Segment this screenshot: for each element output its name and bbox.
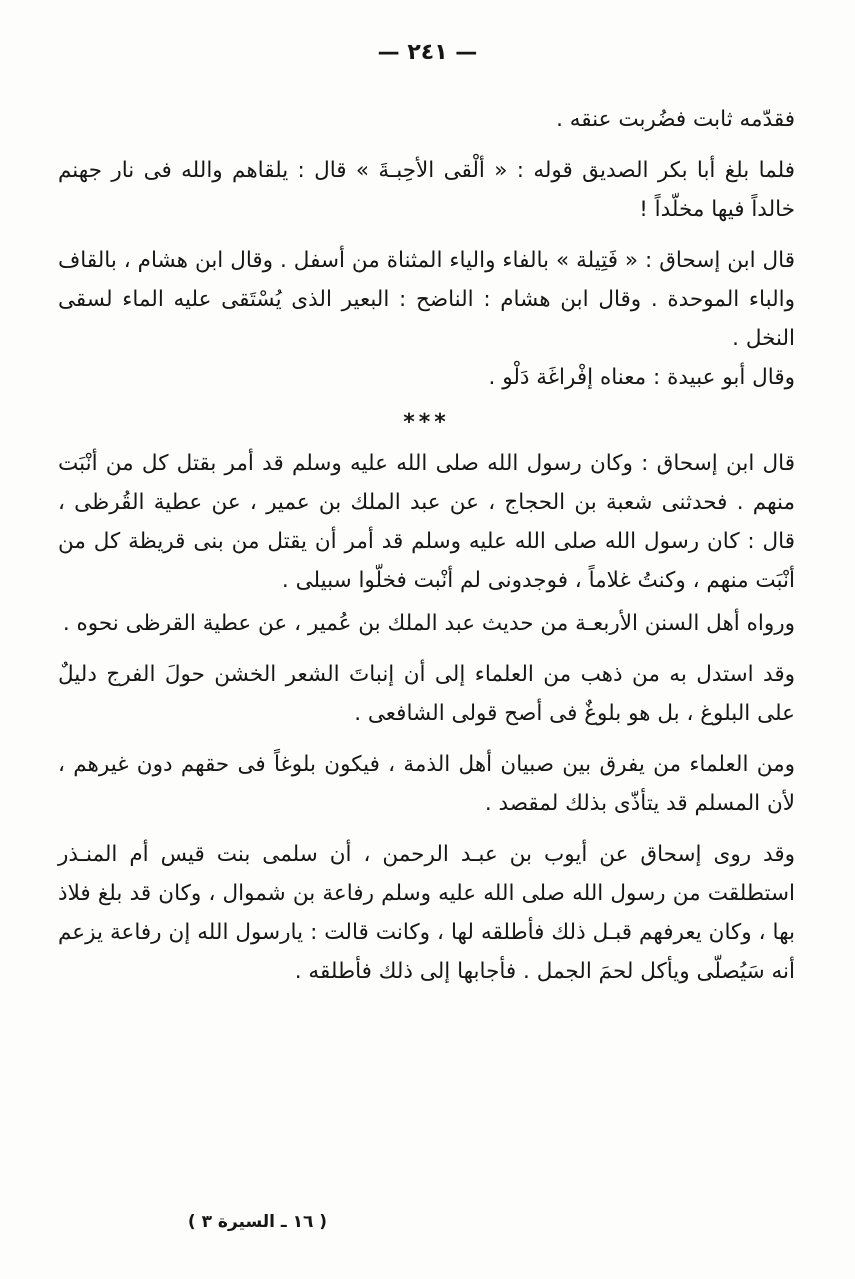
paragraph: وقد روى إسحاق عن أيوب بن عبـد الرحمن ، أن سلمى بنت قيس أم المنـذر استطلقت من رسول الله صلى الله عليه وسلم رفاعة بن شموال ، وكان قد بلغ فلاذ بها ، وكان يعرفهم قبـل ذلك فأطلقه لها ، وكانت قالت : يارسول الله إن رفاعة يزعم أنه سَيُصلّى ويأكل لحمَ الجمل . فأجابها إلى ذلك فأطلقه . (58, 842, 795, 984)
paragraph: وقد استدل به من ذهب من العلماء إلى أن إنباتَ الشعر الخشن حولَ الفرج دليلٌ على البلوغ ، بل هو بلوغٌ فى أصح قولى الشافعى . (58, 662, 795, 726)
page-number: — ٢٤١ — (377, 40, 478, 65)
paragraph: ورواه أهل السنن الأربعـة من حديث عبد الملك بن عُمير ، عن عطية القرظى نحوه . (62, 611, 795, 636)
body-text (58, 100, 795, 991)
paragraph: ومن العلماء من يفرق بين صبيان أهل الذمة ، فيكون بلوغاً فى حقهم دون غيرهم ، لأن المسلم قد يتأذّى بذلك لمقصد . (58, 752, 795, 816)
section-separator: *** (403, 410, 450, 435)
paragraph: قال ابن إسحاق : وكان رسول الله صلى الله عليه وسلم قد أمر بقتل كل من أنْبَت منهم . فحدثنى شعبة بن الحجاج ، عن عبد الملك بن عمير ، عن عطية القُرظى ، قال : كان رسول الله صلى الله عليه وسلم قد أمر أن يقتل من بنى قريظة كل من أنْبَت منهم ، وكنتُ غلاماً ، فوجدونى لم أنْبت فخلّوا سبيلى . (58, 451, 795, 593)
footer-signature: ( ١٦ ـ السيرة ٣ ) (187, 1212, 328, 1232)
paragraph: فقدّمه ثابت فضُربت عنقه . (556, 107, 795, 132)
paragraph: قال ابن إسحاق : « فَتِيلة » بالفاء والياء المثناة من أسفل . وقال ابن هشام ، بالقاف والباء الموحدة . وقال ابن هشام : الناضح : البعير الذى يُسْتَقى عليه الماء لسقى النخل . (58, 248, 795, 351)
paragraph: فلما بلغ أبا بكر الصديق قوله : « ألْقى الأحِبـةَ » قال : يلقاهم والله فى نار جهنم خالداً فيها مخلّداً ! (58, 158, 795, 222)
paragraph: وقال أبو عبيدة : معناه إفْراغَة دَلْو . (488, 365, 795, 390)
